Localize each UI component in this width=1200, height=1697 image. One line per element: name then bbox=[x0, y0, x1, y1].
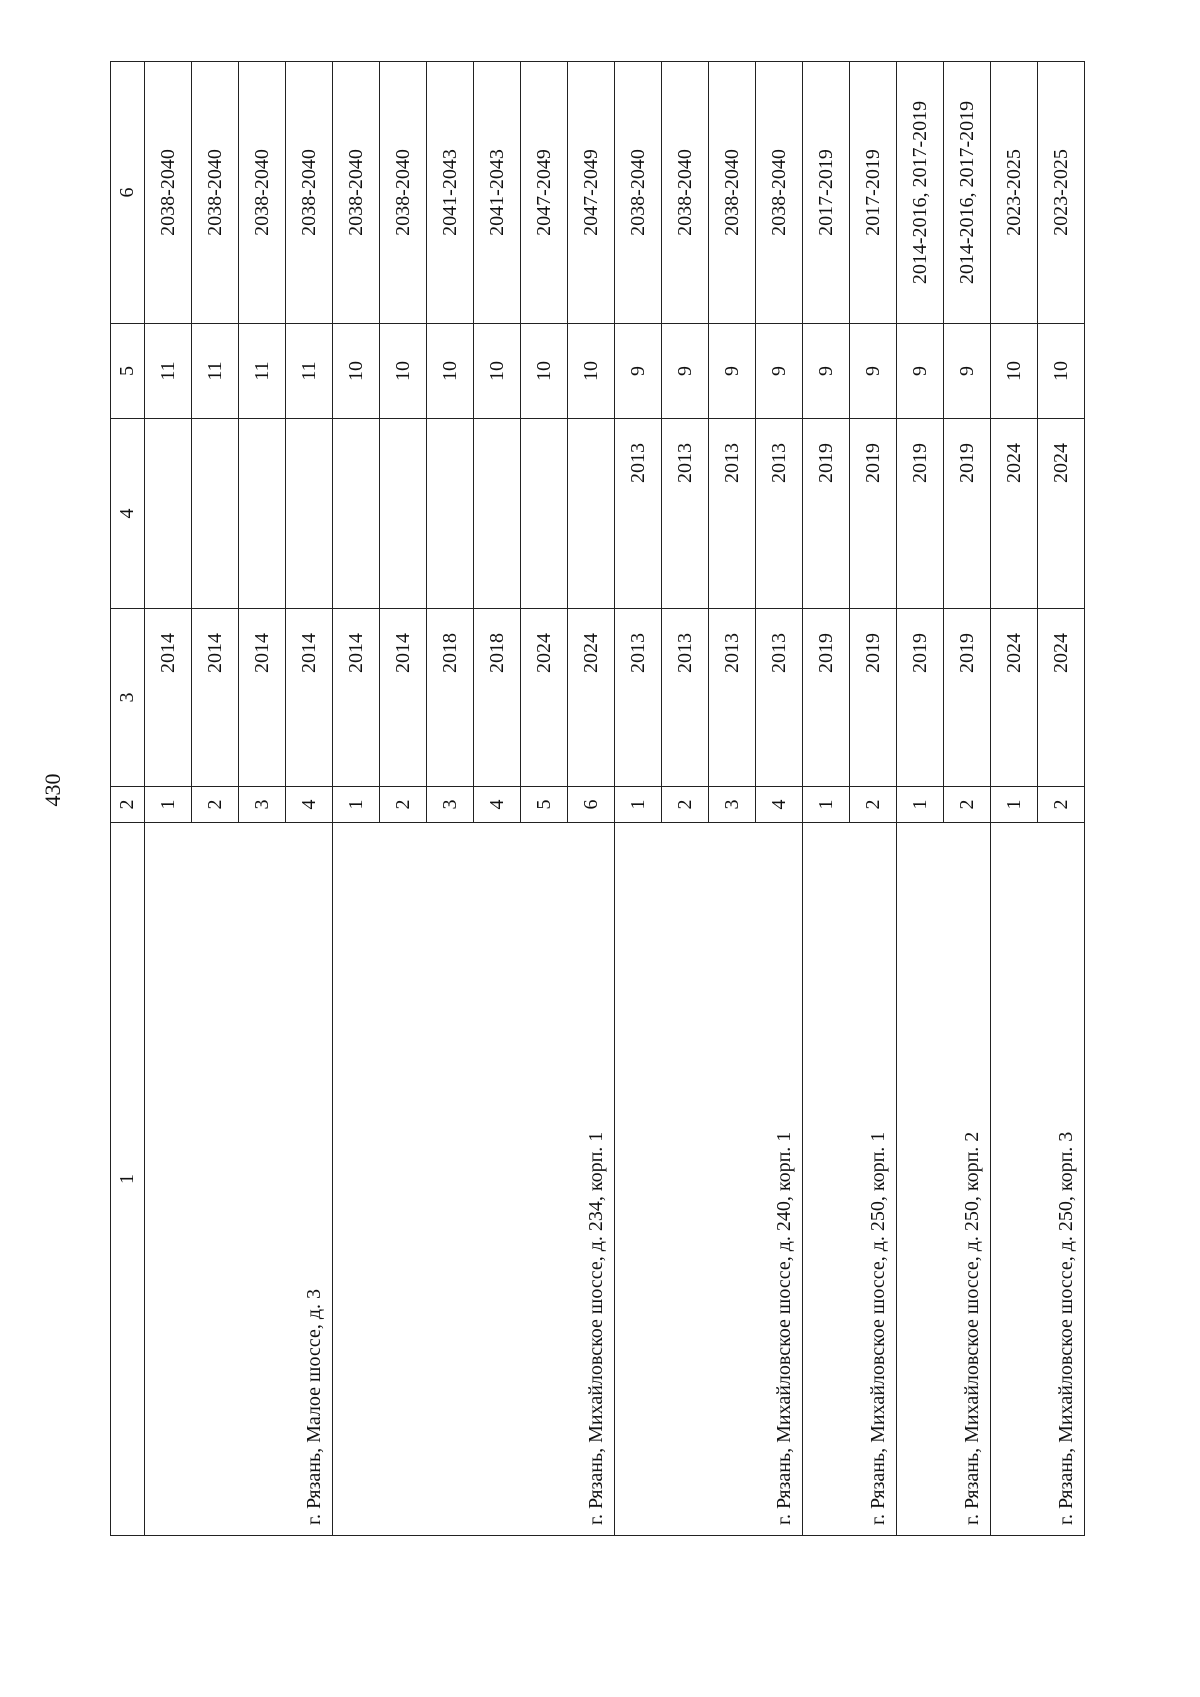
year-cell: 2018 bbox=[474, 609, 521, 787]
address-cell: г. Рязань, Михайловское шоссе, д. 250, корп. 3 bbox=[991, 823, 1085, 1536]
row-number-cell: 6 bbox=[568, 787, 615, 823]
year-cell: 2013 bbox=[662, 419, 709, 609]
year-cell: 2013 bbox=[615, 609, 662, 787]
period-cell: 2038-2040 bbox=[333, 62, 380, 324]
count-cell: 9 bbox=[897, 324, 944, 419]
column-header: 5 bbox=[111, 324, 145, 419]
year-cell: 2018 bbox=[427, 609, 474, 787]
count-cell: 10 bbox=[1038, 324, 1085, 419]
year-cell: 2024 bbox=[991, 609, 1038, 787]
period-cell: 2041-2043 bbox=[427, 62, 474, 324]
year-cell: 2013 bbox=[756, 419, 803, 609]
year-cell: 2019 bbox=[944, 609, 991, 787]
year-cell: 2024 bbox=[568, 609, 615, 787]
year-cell: 2014 bbox=[239, 609, 286, 787]
year-cell: 2024 bbox=[1038, 609, 1085, 787]
year-cell bbox=[521, 419, 568, 609]
year-cell bbox=[192, 419, 239, 609]
count-cell: 9 bbox=[709, 324, 756, 419]
row-number-cell: 2 bbox=[662, 787, 709, 823]
year-cell: 2014 bbox=[192, 609, 239, 787]
column-header: 3 bbox=[111, 609, 145, 787]
row-number-cell: 4 bbox=[756, 787, 803, 823]
count-cell: 11 bbox=[286, 324, 333, 419]
period-cell: 2038-2040 bbox=[239, 62, 286, 324]
period-cell: 2038-2040 bbox=[145, 62, 192, 324]
rotated-table-frame bbox=[110, 62, 1081, 1536]
table-row bbox=[145, 62, 192, 1536]
row-number-cell: 3 bbox=[239, 787, 286, 823]
period-cell: 2038-2040 bbox=[709, 62, 756, 324]
year-cell bbox=[333, 419, 380, 609]
year-cell: 2019 bbox=[803, 609, 850, 787]
period-cell: 2038-2040 bbox=[615, 62, 662, 324]
count-cell: 11 bbox=[145, 324, 192, 419]
table-row bbox=[615, 62, 662, 1536]
period-cell: 2017-2019 bbox=[803, 62, 850, 324]
address-cell: г. Рязань, Михайловское шоссе, д. 250, корп. 1 bbox=[803, 823, 897, 1536]
row-number-cell: 1 bbox=[991, 787, 1038, 823]
count-cell: 10 bbox=[333, 324, 380, 419]
year-cell: 2019 bbox=[850, 419, 897, 609]
year-cell: 2013 bbox=[709, 419, 756, 609]
column-header: 4 bbox=[111, 419, 145, 609]
period-cell: 2047-2049 bbox=[568, 62, 615, 324]
period-cell: 2023-2025 bbox=[991, 62, 1038, 324]
row-number-cell: 1 bbox=[803, 787, 850, 823]
year-cell bbox=[568, 419, 615, 609]
header-row bbox=[111, 62, 145, 1536]
row-number-cell: 1 bbox=[897, 787, 944, 823]
year-cell: 2013 bbox=[662, 609, 709, 787]
column-header: 1 bbox=[111, 823, 145, 1536]
row-number-cell: 3 bbox=[709, 787, 756, 823]
year-cell: 2019 bbox=[897, 609, 944, 787]
column-header: 6 bbox=[111, 62, 145, 324]
year-cell: 2014 bbox=[286, 609, 333, 787]
row-number-cell: 2 bbox=[192, 787, 239, 823]
period-cell: 2014-2016, 2017-2019 bbox=[944, 62, 991, 324]
year-cell bbox=[239, 419, 286, 609]
row-number-cell: 2 bbox=[380, 787, 427, 823]
year-cell bbox=[286, 419, 333, 609]
year-cell: 2024 bbox=[1038, 419, 1085, 609]
row-number-cell: 2 bbox=[944, 787, 991, 823]
year-cell: 2019 bbox=[803, 419, 850, 609]
count-cell: 10 bbox=[568, 324, 615, 419]
period-cell: 2038-2040 bbox=[380, 62, 427, 324]
count-cell: 10 bbox=[427, 324, 474, 419]
period-cell: 2023-2025 bbox=[1038, 62, 1085, 324]
row-number-cell: 2 bbox=[1038, 787, 1085, 823]
year-cell: 2024 bbox=[521, 609, 568, 787]
count-cell: 10 bbox=[474, 324, 521, 419]
row-number-cell: 1 bbox=[333, 787, 380, 823]
year-cell: 2014 bbox=[145, 609, 192, 787]
count-cell: 10 bbox=[521, 324, 568, 419]
count-cell: 11 bbox=[239, 324, 286, 419]
table-row bbox=[991, 62, 1038, 1536]
period-cell: 2017-2019 bbox=[850, 62, 897, 324]
count-cell: 9 bbox=[756, 324, 803, 419]
period-cell: 2038-2040 bbox=[192, 62, 239, 324]
row-number-cell: 5 bbox=[521, 787, 568, 823]
table-row bbox=[897, 62, 944, 1536]
count-cell: 10 bbox=[380, 324, 427, 419]
count-cell: 9 bbox=[615, 324, 662, 419]
year-cell: 2019 bbox=[897, 419, 944, 609]
row-number-cell: 4 bbox=[474, 787, 521, 823]
table-body bbox=[145, 62, 1085, 1536]
table-row bbox=[803, 62, 850, 1536]
period-cell: 2038-2040 bbox=[662, 62, 709, 324]
table-row bbox=[333, 62, 380, 1536]
page-number: 430 bbox=[40, 773, 65, 807]
period-cell: 2014-2016, 2017-2019 bbox=[897, 62, 944, 324]
year-cell bbox=[145, 419, 192, 609]
year-cell bbox=[427, 419, 474, 609]
year-cell: 2019 bbox=[944, 419, 991, 609]
period-cell: 2038-2040 bbox=[756, 62, 803, 324]
row-number-cell: 1 bbox=[145, 787, 192, 823]
year-cell: 2013 bbox=[709, 609, 756, 787]
year-cell: 2013 bbox=[756, 609, 803, 787]
year-cell: 2019 bbox=[850, 609, 897, 787]
count-cell: 9 bbox=[944, 324, 991, 419]
period-cell: 2047-2049 bbox=[521, 62, 568, 324]
row-number-cell: 3 bbox=[427, 787, 474, 823]
period-cell: 2038-2040 bbox=[286, 62, 333, 324]
count-cell: 9 bbox=[803, 324, 850, 419]
period-cell: 2041-2043 bbox=[474, 62, 521, 324]
year-cell: 2014 bbox=[333, 609, 380, 787]
year-cell bbox=[380, 419, 427, 609]
count-cell: 9 bbox=[662, 324, 709, 419]
row-number-cell: 2 bbox=[850, 787, 897, 823]
year-cell: 2024 bbox=[991, 419, 1038, 609]
address-cell: г. Рязань, Малое шоссе, д. 3 bbox=[145, 823, 333, 1536]
year-cell: 2013 bbox=[615, 419, 662, 609]
count-cell: 11 bbox=[192, 324, 239, 419]
count-cell: 10 bbox=[991, 324, 1038, 419]
count-cell: 9 bbox=[850, 324, 897, 419]
year-cell: 2014 bbox=[380, 609, 427, 787]
row-number-cell: 4 bbox=[286, 787, 333, 823]
schedule-table bbox=[110, 61, 1085, 1536]
column-header: 2 bbox=[111, 787, 145, 823]
address-cell: г. Рязань, Михайловское шоссе, д. 250, корп. 2 bbox=[897, 823, 991, 1536]
year-cell bbox=[474, 419, 521, 609]
row-number-cell: 1 bbox=[615, 787, 662, 823]
address-cell: г. Рязань, Михайловское шоссе, д. 240, корп. 1 bbox=[615, 823, 803, 1536]
address-cell: г. Рязань, Михайловское шоссе, д. 234, корп. 1 bbox=[333, 823, 615, 1536]
